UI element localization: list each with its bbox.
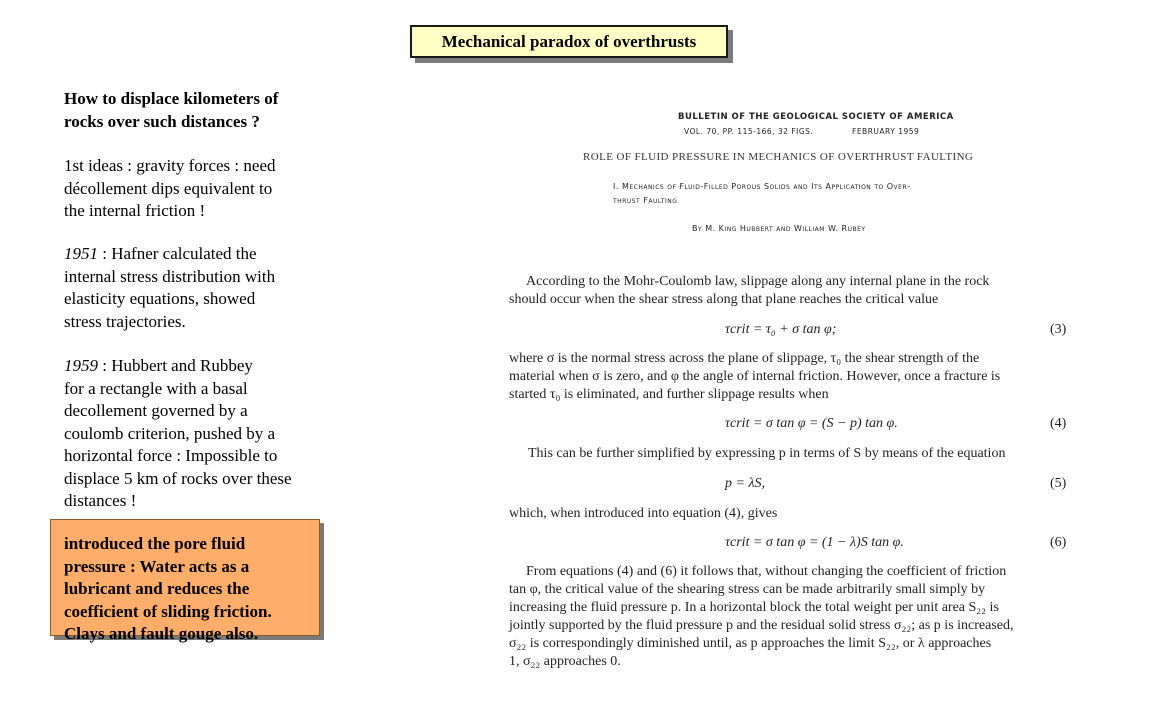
highlight-text	[64, 533, 334, 646]
hubbert-line: for a rectangle with a basal	[64, 378, 248, 398]
hubbert-line: : Hubbert and Rubbey	[98, 356, 253, 375]
hafner-line: : Hafner calculated the	[98, 244, 257, 263]
hafner-line: stress trajectories.	[64, 311, 186, 331]
paper-line: tan φ, the critical value of the shearing stress can be made arbitrarily small simply by	[509, 582, 986, 597]
paper-subtitle-line: thrust Faulting	[613, 196, 678, 205]
hafner-year: 1951	[64, 244, 98, 263]
paper-line: This can be further simplified by expressing p in terms of S by means of the equation	[528, 446, 1006, 461]
paper-equation: τcrit = τ₀ + σ tan φ;	[725, 322, 837, 337]
hafner-line: internal stress distribution with	[64, 266, 276, 286]
question-line: How to displace kilometers of	[64, 89, 279, 108]
hubbert-line: distances !	[64, 491, 137, 510]
paper-line: According to the Mohr-Coulomb law, slippage along any internal plane in the rock	[526, 274, 990, 289]
hafner-block	[64, 243, 339, 333]
highlight-line: Clays and fault gouge also.	[64, 624, 259, 643]
hubbert-year: 1959	[64, 356, 98, 375]
question-block	[64, 88, 339, 133]
paper-line: should occur when the shear stress along that plane reaches the critical value	[509, 292, 939, 307]
paper-equation: p = λS,	[725, 476, 766, 491]
paper-excerpt	[500, 100, 1075, 678]
paper-subtitle	[613, 180, 1003, 208]
paper-line: material when σ is zero, and φ the angle of internal friction. However, once a fracture is	[509, 369, 1001, 384]
paper-equation-number: (5)	[1050, 476, 1067, 491]
paper-line: which, when introduced into equation (4), gives	[509, 506, 778, 521]
paper-equation-number: (4)	[1050, 416, 1067, 431]
paper-line: jointly supported by the fluid pressure p and the residual solid stress σ₂₂; as p is increased,	[509, 618, 1014, 633]
highlight-line: lubricant and reduces the	[64, 579, 250, 598]
highlight-line: introduced the pore fluid	[64, 534, 246, 553]
highlight-line: coefficient of sliding friction.	[64, 601, 272, 621]
paper-authors: By M. King Hubbert and William W. Rubey	[692, 224, 866, 233]
paper-subtitle-line: I. Mechanics of Fluid-Filled Porous Solids and Its Application to Over-	[613, 182, 911, 191]
slide-title: Mechanical paradox of overthrusts	[410, 25, 728, 58]
paper-equation: τcrit = σ tan φ = (S − p) tan φ.	[725, 416, 898, 431]
first-ideas-line: the internal friction !	[64, 201, 206, 220]
paper-equation-number: (3)	[1050, 322, 1067, 337]
paper-volume: VOL. 70, PP. 115-166, 32 FIGS.	[684, 127, 814, 136]
paper-date: FEBRUARY 1959	[852, 127, 920, 136]
paper-equation-number: (6)	[1050, 535, 1067, 550]
hubbert-line: horizontal force : Impossible to	[64, 446, 278, 465]
paper-equation: τcrit = σ tan φ = (1 − λ)S tan φ.	[725, 535, 904, 550]
paper-line: From equations (4) and (6) it follows that, without changing the coefficient of friction	[526, 564, 1007, 579]
first-ideas-line: décollement dips equivalent to	[64, 178, 273, 198]
highlight-line: pressure : Water acts as a	[64, 556, 250, 576]
hubbert-line: decollement governed by a	[64, 401, 248, 420]
paper-line: started τ₀ is eliminated, and further slippage results when	[509, 387, 829, 402]
hafner-line: elasticity equations, showed	[64, 289, 256, 308]
first-ideas-line: 1st ideas : gravity forces : need	[64, 156, 276, 175]
question-line: rocks over such distances ?	[64, 111, 260, 131]
paper-line: where σ is the normal stress across the plane of slippage, τ₀ the shear strength of the	[509, 351, 980, 366]
paper-title: ROLE OF FLUID PRESSURE IN MECHANICS OF OVERTHRUST FAULTING	[583, 151, 974, 163]
hubbert-line: coulomb criterion, pushed by a	[64, 423, 276, 443]
hubbert-line: displace 5 km of rocks over these	[64, 468, 292, 488]
paper-line: σ₂₂ is correspondingly diminished until, as p approaches the limit S₂₂, or λ approaches	[509, 636, 992, 651]
paper-line: increasing the fluid pressure p. In a horizontal block the total weight per unit area S₂₂ is	[509, 600, 999, 615]
paper-journal: BULLETIN OF THE GEOLOGICAL SOCIETY OF AMERICA	[678, 112, 954, 122]
paper-line: 1, σ₂₂ approaches 0.	[509, 654, 621, 669]
hubbert-block	[64, 355, 344, 513]
first-ideas-block	[64, 155, 339, 223]
